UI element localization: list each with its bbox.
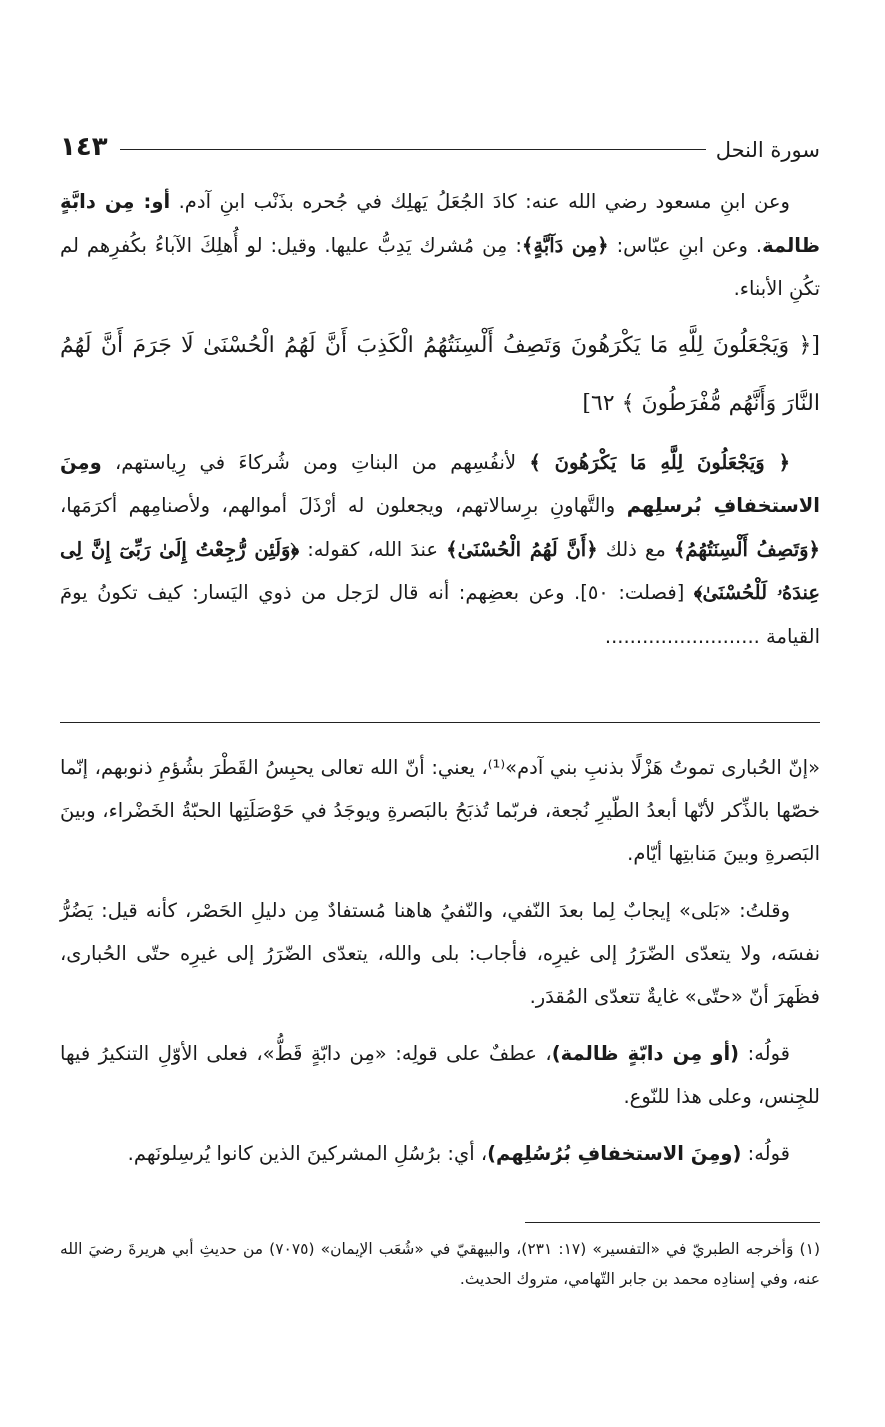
footnote xyxy=(60,1234,820,1294)
gloss-paragraph: «إنّ الحُبارى تموتُ هَزْلًا بذنبِ بني آدم»⁽¹⁾، يعني: أنّ الله تعالى يحبِسُ القَطْرَ بشُؤمِ ذنوبهم، إنّما خصّها بالذِّكر لأنّها أبعدُ الطّيرِ نُجعة، فربّما تُذبَحُ بالبَصرةِ ويوجَدُ في حَوْصَلَتِها الحبّةُ الخَضْراء، وبينَ البَصرةِ وبينَ مَنابتِها أيّام. xyxy=(60,756,820,865)
gloss-paragraph: وقلتُ: «بَلى» إيجابٌ لِما بعدَ النّفي، والنّفيُ هاهنا مُستفادٌ مِن دليلِ الحَصْر، كأنه قيل: يَضُرُّ نفسَه، ولا يتعدّى الضّرَرُ إلى غيرِه، فأجاب: بلى والله، يتعدّى الضّرَرُ إلى غيرِه حتّى الحُبارى، فظَهرَ أنّ «حتّى» غايةٌ تتعدّى المُقدَر. xyxy=(60,899,820,1008)
paragraph xyxy=(60,441,820,659)
quran-quote: ﴿ وَيَجْعَلُونَ لِلَّهِ مَا يَكْرَهُونَ ﴾ xyxy=(529,450,790,474)
bold-phrase: (أو مِن دابّةٍ ظالمة) xyxy=(551,1042,740,1065)
paragraph-text: ، أي: برُسُلِ المشركينَ الذين كانوا يُرسِلونَهم. xyxy=(127,1142,488,1165)
paragraph-text: [فصلت: ٥٠]. وعن بعضِهم: أنه قال لرَجل من ذوي اليَسار: كيف تكونُ يومَ القيامة ......................... xyxy=(60,581,820,648)
book-page xyxy=(60,0,820,1427)
quran-quote: ﴿مِن دَآبَّةٍ﴾ xyxy=(521,233,609,257)
paragraph-text: ، عطفٌ على قولِه: «مِن دابّةٍ قَطُّ»، فعلى الأوّلِ التنكيرُ فيها للجِنس، وعلى هذا للنّوع. xyxy=(60,1042,820,1108)
paragraph-text: : مِن مُشرك يَدِبُّ عليها. وقيل: لو أُهلِكَ الآباءُ بكُفرِهم لم تكُنِ الأبناء. xyxy=(60,233,820,300)
footnote-text: (١) وَأخرجه الطبريّ في «التفسير» (١٧: ٢٣١)، والبيهقيّ في «شُعَب الإيمان» (٧٠٧٥) من حديثِ أبي هريرةَ رضيَ الله عنه، وفي إسنادِه محمد بن جابر التّهامي، متروك الحديث. xyxy=(60,1240,820,1288)
gloss-paragraph xyxy=(60,1132,820,1175)
quran-quote: ﴿وَلَئِن رُّجِعْتُ إِلَىٰ رَبِّىٓ إِنَّ لِى عِندَهُۥ لَلْحُسْنَىٰ﴾ xyxy=(60,537,820,604)
running-header xyxy=(60,122,820,162)
header-rule xyxy=(120,149,706,150)
paragraph-text: لأنفُسِهم من البناتِ ومن شُركاءَ في رِياستهم، xyxy=(101,450,530,474)
paragraph-text: عندَ الله، كقوله: xyxy=(299,537,447,561)
bold-phrase: أو: مِن دابَّةٍ ظالمة xyxy=(60,190,820,257)
quran-quote: ﴿وَتَصِفُ أَلْسِنَتُهُمُ﴾ xyxy=(673,537,820,561)
section-divider xyxy=(60,722,820,723)
surah-title: سورة النحل xyxy=(715,138,820,162)
paragraph-text: . وعن ابنِ عبّاس: xyxy=(608,233,763,257)
paragraph xyxy=(60,180,820,311)
footnote-rule xyxy=(525,1222,820,1223)
bold-phrase: (ومِنَ الاستخفافِ بُرُسُلِهم) xyxy=(487,1142,742,1165)
paragraph-text: قولُه: xyxy=(741,1142,790,1165)
quran-quote: ﴿أَنَّ لَهُمُ الْحُسْنَىٰ﴾ xyxy=(446,537,598,561)
paragraph-text: مع ذلك xyxy=(597,537,674,561)
gloss-section xyxy=(60,746,820,1189)
quran-verse: [﴿ وَيَجْعَلُونَ لِلَّهِ مَا يَكْرَهُونَ وَتَصِفُ أَلْسِنَتُهُمُ الْكَذِبَ أَنَّ لَهُمُ الْحُسْنَىٰ لَا جَرَمَ أَنَّ لَهُمُ النَّارَ وَأَنَّهُم مُّفْرَطُونَ ﴾ ٦٢] xyxy=(60,332,820,416)
main-commentary xyxy=(60,180,820,664)
page-number: ١٤٣ xyxy=(60,132,108,162)
bold-phrase: ومِنَ الاستخفافِ بُرسلِهم xyxy=(60,450,820,517)
gloss-paragraph xyxy=(60,1032,820,1118)
paragraph-text: قولُه: xyxy=(739,1042,790,1065)
paragraph-text: وعن ابنِ مسعود رضي الله عنه: كادَ الجُعَلُ يَهلِك في جُحره بذَنْب ابنِ آدم. xyxy=(170,190,790,213)
paragraph-text: والتَّهاونِ برِسالاتهم، ويجعلون له أرْذَلَ أموالهم، ولأصنامِهم أكرَمَها، xyxy=(60,494,627,517)
